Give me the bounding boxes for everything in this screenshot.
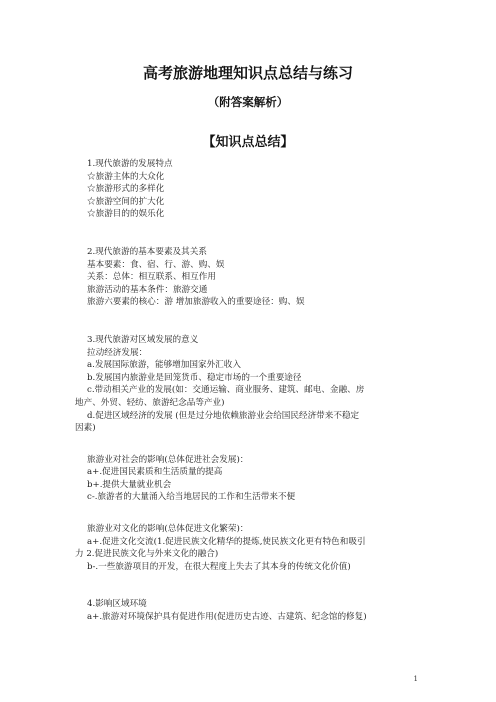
s3-item-c-cont: 地产、外贸、轻纺、旅游纪念品等产业) [75,397,225,408]
s2-line: 基本要素：食、宿、行、游、购、娱 [87,259,225,270]
culture-item-b: b-.一些旅游项目的开发，在很大程度上失去了其本身的传统文化价值) [87,561,351,572]
s1-item: ☆旅游形式的多样化 [87,184,165,195]
culture-item-a: a+.促进文化交流(1.促进民族文化精华的提炼,使民族文化更有特色和吸引 [87,536,366,547]
culture-heading: 旅游业对文化的影响(总体促进文化繁荣)： [87,524,249,535]
s2-line: 旅游活动的基本条件：旅游交通 [87,284,208,295]
s3-item-b: b.发展国内旅游业是回笼货币、稳定市场的一个重要途径 [87,372,302,383]
s2-line: 旅游六要素的核心：游 增加旅游收入的重要途径：购、娱 [87,297,305,308]
s3-subheading: 拉动经济发展： [87,347,148,358]
s1-item: ☆旅游主体的大众化 [87,171,165,182]
social-heading: 旅游业对社会的影响(总体促进社会发展)： [87,454,249,465]
s4-heading: 4.影响区域环境 [87,599,147,610]
s2-heading: 2.现代旅游的基本要素及其关系 [87,246,207,257]
s3-item-a: a.发展国际旅游，能够增加国家外汇收入 [87,360,241,371]
s3-heading: 3.现代旅游对区域发展的意义 [87,334,199,345]
s1-heading: 1.现代旅游的发展特点 [87,159,173,169]
document-title: 高考旅游地理知识点总结与练习 [142,64,353,82]
s1-item: ☆旅游空间的扩大化 [87,196,165,207]
document-subtitle: （附答案解析） [207,95,289,109]
social-item: c-.旅游者的大量涌入给当地居民的工作和生活带来不便 [87,492,296,503]
page-number: 1 [413,675,418,683]
s3-item-d-cont: 因素) [75,423,96,434]
s3-item-c: c.带动相关产业的发展(如：交通运输、商业服务、建筑、邮电、金融、房 [87,385,365,396]
s3-item-d: d.促进区域经济的发展 (但是过分地依赖旅游业会给国民经济带来不稳定 [87,410,360,421]
s1-item: ☆旅游目的的娱乐化 [87,209,165,220]
body-text [75,158,428,624]
s2-line: 关系：总体：相互联系、相互作用 [87,272,216,283]
section-heading: 【知识点总结】 [202,135,294,150]
s4-item-a: a+.旅游对环境保护具有促进作用(促进历史古迹、古建筑、纪念馆的修复) [87,612,367,623]
social-item: a+.促进国民素质和生活质量的提高 [87,467,223,478]
culture-item-a-cont: 力 2.促进民族文化与外来文化的融合) [75,549,219,560]
social-item: b+.提供大量就业机会 [87,479,172,490]
